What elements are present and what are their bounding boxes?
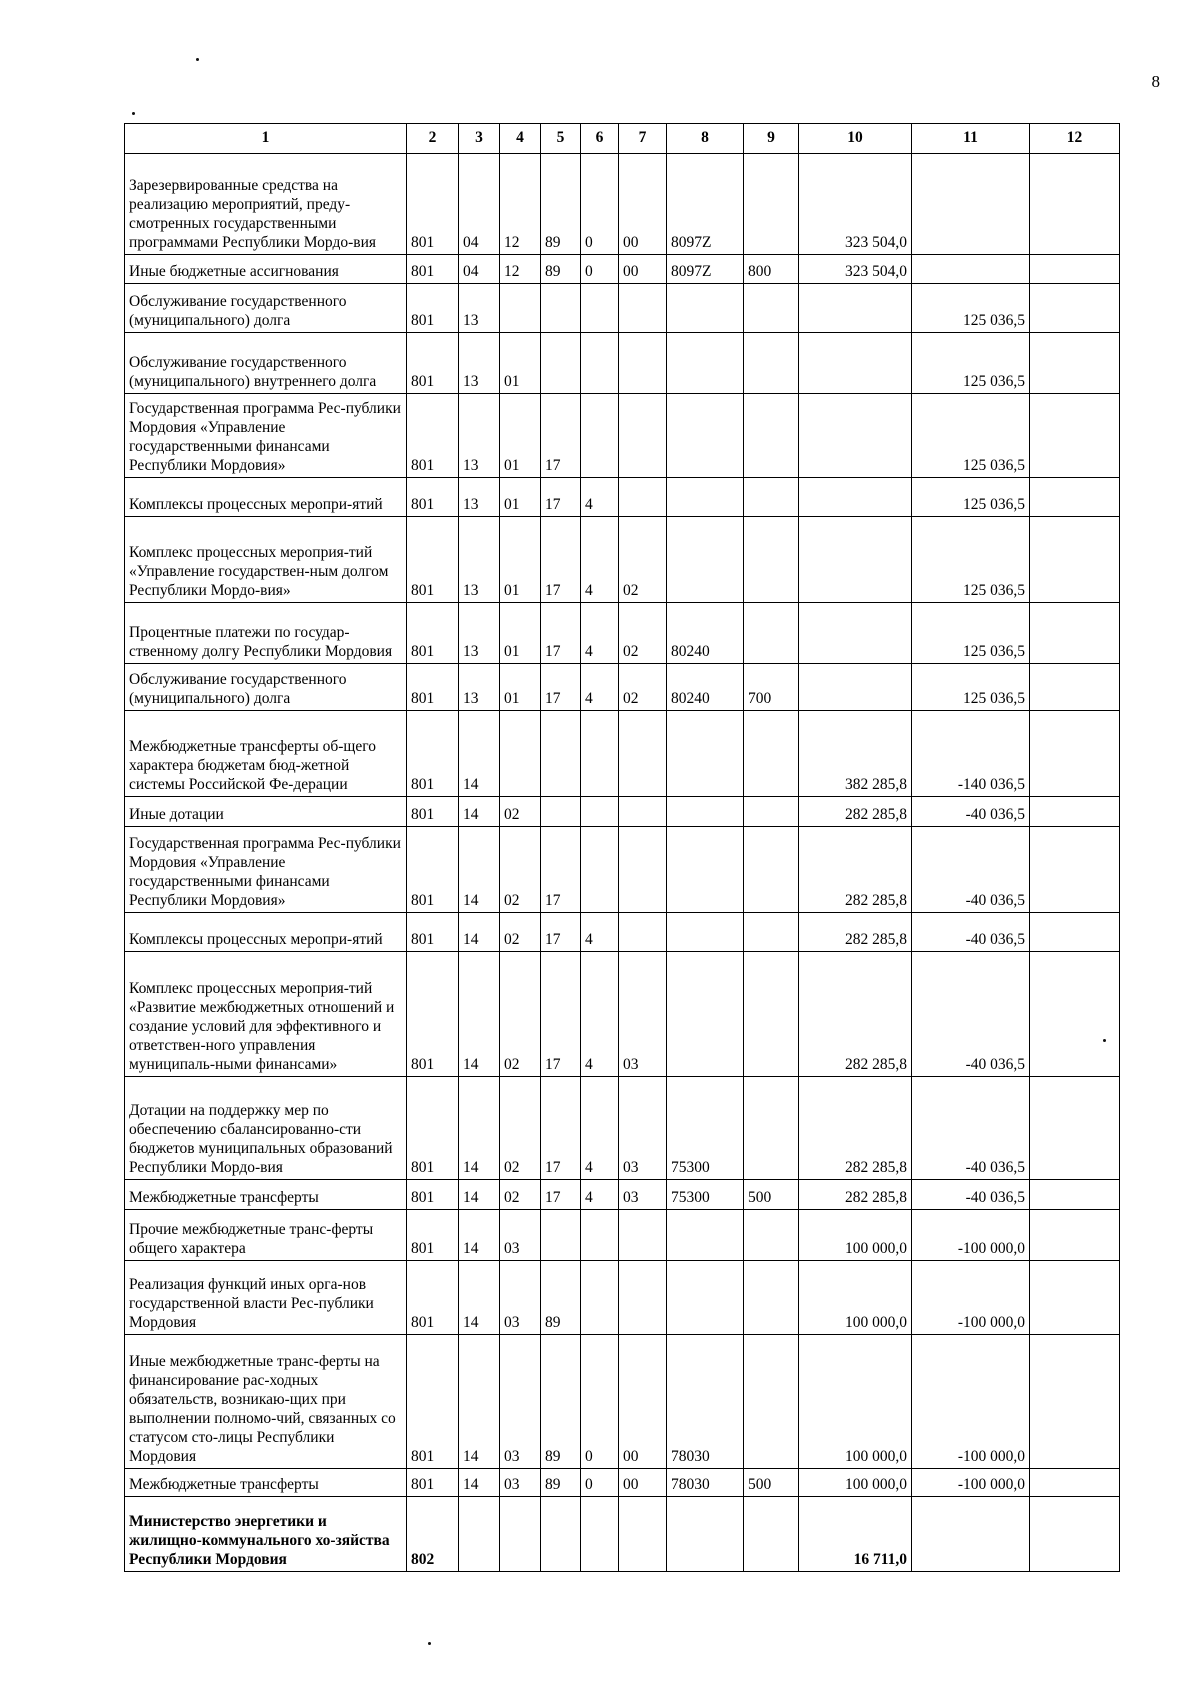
code-cell [581,1497,619,1572]
code-cell [744,1077,799,1180]
code-cell: 02 [500,827,541,913]
table-row [125,394,1120,478]
code-cell [744,797,799,827]
row-name: Обслуживание государственного (муниципального) долга [125,284,407,333]
code-cell: 500 [744,1180,799,1210]
table-row [125,517,1120,603]
column-header: 4 [500,124,541,154]
column-header: 11 [912,124,1030,154]
code-cell: 801 [407,711,459,797]
code-cell: 4 [581,1180,619,1210]
code-cell [1030,711,1120,797]
page-number: 8 [1151,72,1160,91]
code-cell: 04 [459,154,500,255]
table-row [125,603,1120,664]
code-cell [744,478,799,517]
code-cell: 03 [500,1261,541,1335]
amount-cell [799,664,912,711]
table-row [125,1335,1120,1469]
code-cell: 14 [459,913,500,952]
code-cell [581,1261,619,1335]
code-cell: 89 [541,1261,581,1335]
code-cell: 02 [500,1077,541,1180]
code-cell [744,517,799,603]
budget-table [124,123,1120,1572]
table-row [125,952,1120,1077]
code-cell [500,1497,541,1572]
code-cell: 13 [459,664,500,711]
code-cell: 01 [500,603,541,664]
code-cell [581,333,619,394]
code-cell: 17 [541,1180,581,1210]
code-cell: 801 [407,1335,459,1469]
code-cell: 02 [619,603,667,664]
code-cell [744,1210,799,1261]
amount-cell: 125 036,5 [912,284,1030,333]
code-cell [667,1210,744,1261]
row-name: Межбюджетные трансферты об-щего характера бюджетам бюд-жетной системы Российской Фе-дерации [125,711,407,797]
code-cell [581,797,619,827]
code-cell [500,284,541,333]
scan-speck [1103,1039,1106,1042]
table-row [125,333,1120,394]
code-cell: 89 [541,1469,581,1497]
code-cell: 13 [459,284,500,333]
code-cell: 14 [459,827,500,913]
code-cell: 14 [459,711,500,797]
code-cell [1030,797,1120,827]
code-cell: 700 [744,664,799,711]
code-cell [1030,154,1120,255]
code-cell [667,797,744,827]
code-cell [619,478,667,517]
amount-cell: -40 036,5 [912,797,1030,827]
code-cell: 14 [459,1077,500,1180]
code-cell [1030,913,1120,952]
column-header: 7 [619,124,667,154]
row-name: Дотации на поддержку мер по обеспечению сбалансированно-сти бюджетов муниципальных образований Республики Мордо-вия [125,1077,407,1180]
amount-cell: -40 036,5 [912,913,1030,952]
code-cell: 4 [581,952,619,1077]
amount-cell: 282 285,8 [799,913,912,952]
code-cell [581,284,619,333]
code-cell: 12 [500,255,541,284]
table-row [125,913,1120,952]
amount-cell [799,394,912,478]
row-name: Государственная программа Рес-публики Мордовия «Управление государственными финансами Республики Мордовия» [125,827,407,913]
code-cell: 78030 [667,1335,744,1469]
code-cell [619,394,667,478]
code-cell [1030,1335,1120,1469]
code-cell [619,711,667,797]
row-name: Государственная программа Рес-публики Мордовия «Управление государственными финансами Республики Мордовия» [125,394,407,478]
code-cell [744,1497,799,1572]
code-cell [1030,827,1120,913]
amount-cell: -140 036,5 [912,711,1030,797]
amount-cell: -100 000,0 [912,1469,1030,1497]
code-cell [1030,1469,1120,1497]
code-cell [1030,1210,1120,1261]
code-cell: 4 [581,1077,619,1180]
amount-cell: 125 036,5 [912,603,1030,664]
code-cell [619,1497,667,1572]
amount-cell: 323 504,0 [799,255,912,284]
code-cell [1030,603,1120,664]
code-cell: 89 [541,1335,581,1469]
column-header: 9 [744,124,799,154]
code-cell: 00 [619,154,667,255]
code-cell [1030,284,1120,333]
code-cell [667,1261,744,1335]
code-cell: 801 [407,1469,459,1497]
code-cell: 4 [581,603,619,664]
code-cell [541,1497,581,1572]
code-cell [1030,255,1120,284]
table-body [125,154,1120,1572]
code-cell: 801 [407,333,459,394]
code-cell: 802 [407,1497,459,1572]
code-cell: 02 [619,517,667,603]
code-cell: 800 [744,255,799,284]
code-cell: 8097Z [667,154,744,255]
code-cell: 17 [541,1077,581,1180]
amount-cell: 125 036,5 [912,664,1030,711]
code-cell: 17 [541,517,581,603]
code-cell: 801 [407,154,459,255]
amount-cell: 282 285,8 [799,1077,912,1180]
amount-cell [799,517,912,603]
code-cell [744,284,799,333]
column-header: 5 [541,124,581,154]
code-cell: 17 [541,827,581,913]
code-cell: 14 [459,1335,500,1469]
code-cell: 0 [581,255,619,284]
scan-speck [196,58,199,61]
amount-cell: 16 711,0 [799,1497,912,1572]
code-cell [541,797,581,827]
code-cell: 89 [541,255,581,284]
code-cell: 4 [581,517,619,603]
table-row [125,1210,1120,1261]
code-cell: 801 [407,952,459,1077]
code-cell: 02 [500,952,541,1077]
code-cell [619,1261,667,1335]
table-row [125,154,1120,255]
table-row [125,711,1120,797]
column-header: 8 [667,124,744,154]
amount-cell [799,333,912,394]
code-cell [1030,1180,1120,1210]
code-cell: 75300 [667,1180,744,1210]
code-cell [581,1210,619,1261]
code-cell [667,478,744,517]
code-cell: 14 [459,1210,500,1261]
column-header: 6 [581,124,619,154]
code-cell: 75300 [667,1077,744,1180]
table-row [125,1261,1120,1335]
code-cell [459,1497,500,1572]
code-cell: 17 [541,603,581,664]
header-row [125,124,1120,154]
amount-cell: -40 036,5 [912,952,1030,1077]
table-row [125,1180,1120,1210]
code-cell [619,797,667,827]
code-cell [1030,1077,1120,1180]
code-cell [667,394,744,478]
code-cell [619,913,667,952]
code-cell: 801 [407,797,459,827]
code-cell: 4 [581,478,619,517]
code-cell [1030,478,1120,517]
code-cell: 03 [500,1469,541,1497]
amount-cell: -100 000,0 [912,1335,1030,1469]
code-cell [744,333,799,394]
row-name: Комплексы процессных меропри-ятий [125,478,407,517]
amount-cell: 100 000,0 [799,1261,912,1335]
code-cell: 03 [500,1210,541,1261]
code-cell [1030,952,1120,1077]
code-cell [581,711,619,797]
code-cell: 14 [459,1261,500,1335]
code-cell [667,711,744,797]
row-name: Межбюджетные трансферты [125,1469,407,1497]
code-cell [1030,517,1120,603]
code-cell: 0 [581,1335,619,1469]
code-cell [667,827,744,913]
code-cell [667,1497,744,1572]
row-name: Иные межбюджетные транс-ферты на финансирование рас-ходных обязательств, возникаю-щих при выполнении полномо-чий, связанных со статусом сто-лицы Республики Мордовия [125,1335,407,1469]
code-cell [541,284,581,333]
code-cell [744,394,799,478]
amount-cell: 100 000,0 [799,1210,912,1261]
column-header: 2 [407,124,459,154]
row-name: Реализация функций иных орга-нов государственной власти Рес-публики Мордовия [125,1261,407,1335]
code-cell: 17 [541,913,581,952]
code-cell [500,711,541,797]
code-cell: 80240 [667,664,744,711]
code-cell: 00 [619,255,667,284]
row-name: Комплексы процессных меропри-ятий [125,913,407,952]
amount-cell: 282 285,8 [799,952,912,1077]
code-cell: 801 [407,1180,459,1210]
table-row [125,1497,1120,1572]
code-cell [667,517,744,603]
row-name: Обслуживание государственного (муниципального) долга [125,664,407,711]
row-name: Иные дотации [125,797,407,827]
code-cell: 14 [459,1469,500,1497]
code-cell [744,952,799,1077]
table-row [125,478,1120,517]
amount-cell: -100 000,0 [912,1210,1030,1261]
code-cell: 80240 [667,603,744,664]
code-cell: 801 [407,478,459,517]
code-cell: 14 [459,1180,500,1210]
row-name: Зарезервированные средства на реализацию мероприятий, преду-смотренных государственными программами Республики Мордо-вия [125,154,407,255]
row-name: Межбюджетные трансферты [125,1180,407,1210]
code-cell: 03 [619,1077,667,1180]
code-cell: 02 [500,913,541,952]
code-cell [744,1261,799,1335]
code-cell: 801 [407,1077,459,1180]
code-cell: 03 [619,952,667,1077]
amount-cell: -100 000,0 [912,1261,1030,1335]
code-cell: 801 [407,394,459,478]
amount-cell: 282 285,8 [799,827,912,913]
column-header: 3 [459,124,500,154]
code-cell: 02 [619,664,667,711]
amount-cell: -40 036,5 [912,1077,1030,1180]
code-cell: 13 [459,517,500,603]
amount-cell: 323 504,0 [799,154,912,255]
code-cell [619,827,667,913]
amount-cell [799,478,912,517]
amount-cell [799,603,912,664]
code-cell [744,711,799,797]
row-name: Комплекс процессных мероприя-тий «Управление государствен-ным долгом Республики Мордо-вия» [125,517,407,603]
code-cell: 01 [500,517,541,603]
code-cell: 01 [500,478,541,517]
column-header: 10 [799,124,912,154]
code-cell: 801 [407,603,459,664]
scan-speck [132,112,135,115]
amount-cell: 125 036,5 [912,333,1030,394]
code-cell [619,284,667,333]
code-cell: 01 [500,394,541,478]
code-cell [744,154,799,255]
code-cell: 78030 [667,1469,744,1497]
table-row [125,827,1120,913]
code-cell [1030,1497,1120,1572]
code-cell [667,284,744,333]
column-header: 1 [125,124,407,154]
code-cell: 4 [581,913,619,952]
code-cell [541,711,581,797]
code-cell: 801 [407,1210,459,1261]
code-cell: 01 [500,333,541,394]
code-cell: 801 [407,1261,459,1335]
code-cell: 17 [541,478,581,517]
amount-cell: 125 036,5 [912,478,1030,517]
table-row [125,255,1120,284]
code-cell: 02 [500,797,541,827]
code-cell: 14 [459,797,500,827]
code-cell [541,1210,581,1261]
amount-cell: 125 036,5 [912,517,1030,603]
code-cell [541,333,581,394]
row-name: Процентные платежи по государ-ственному долгу Республики Мордовия [125,603,407,664]
code-cell: 14 [459,952,500,1077]
column-header: 12 [1030,124,1120,154]
code-cell: 12 [500,154,541,255]
code-cell: 17 [541,394,581,478]
table-row [125,1469,1120,1497]
code-cell [667,333,744,394]
code-cell: 801 [407,255,459,284]
amount-cell: 282 285,8 [799,1180,912,1210]
code-cell [744,827,799,913]
code-cell: 801 [407,913,459,952]
table-row [125,797,1120,827]
amount-cell: 100 000,0 [799,1469,912,1497]
code-cell: 801 [407,827,459,913]
code-cell [667,913,744,952]
amount-cell: 282 285,8 [799,797,912,827]
amount-cell [912,154,1030,255]
amount-cell [912,1497,1030,1572]
amount-cell: 382 285,8 [799,711,912,797]
code-cell: 13 [459,333,500,394]
table-row [125,1077,1120,1180]
code-cell: 0 [581,1469,619,1497]
amount-cell [799,284,912,333]
code-cell: 801 [407,284,459,333]
code-cell [667,952,744,1077]
row-name: Прочие межбюджетные транс-ферты общего характера [125,1210,407,1261]
amount-cell: 100 000,0 [799,1335,912,1469]
code-cell: 17 [541,952,581,1077]
row-name: Обслуживание государственного (муниципального) внутреннего долга [125,333,407,394]
scan-speck [428,1642,431,1645]
row-name: Министерство энергетики и жилищно-коммунального хо-зяйства Республики Мордовия [125,1497,407,1572]
code-cell: 03 [500,1335,541,1469]
code-cell: 13 [459,478,500,517]
code-cell: 00 [619,1469,667,1497]
code-cell: 4 [581,664,619,711]
code-cell: 89 [541,154,581,255]
table-row [125,284,1120,333]
code-cell [1030,333,1120,394]
amount-cell: -40 036,5 [912,1180,1030,1210]
code-cell: 8097Z [667,255,744,284]
amount-cell: 125 036,5 [912,394,1030,478]
code-cell: 03 [619,1180,667,1210]
code-cell: 13 [459,394,500,478]
code-cell [619,333,667,394]
code-cell [744,913,799,952]
code-cell: 01 [500,664,541,711]
code-cell [1030,1261,1120,1335]
code-cell [1030,664,1120,711]
amount-cell [912,255,1030,284]
amount-cell: -40 036,5 [912,827,1030,913]
code-cell: 0 [581,154,619,255]
code-cell [581,827,619,913]
row-name: Комплекс процессных мероприя-тий «Развитие межбюджетных отношений и создание условий для эффективного и ответствен-ного управления муниципаль-ными финансами» [125,952,407,1077]
table-row [125,664,1120,711]
code-cell [1030,394,1120,478]
row-name: Иные бюджетные ассигнования [125,255,407,284]
code-cell: 801 [407,517,459,603]
code-cell: 500 [744,1469,799,1497]
code-cell [581,394,619,478]
code-cell [744,603,799,664]
code-cell: 00 [619,1335,667,1469]
code-cell: 02 [500,1180,541,1210]
code-cell: 801 [407,664,459,711]
code-cell [744,1335,799,1469]
code-cell: 04 [459,255,500,284]
code-cell: 13 [459,603,500,664]
code-cell: 17 [541,664,581,711]
code-cell [619,1210,667,1261]
